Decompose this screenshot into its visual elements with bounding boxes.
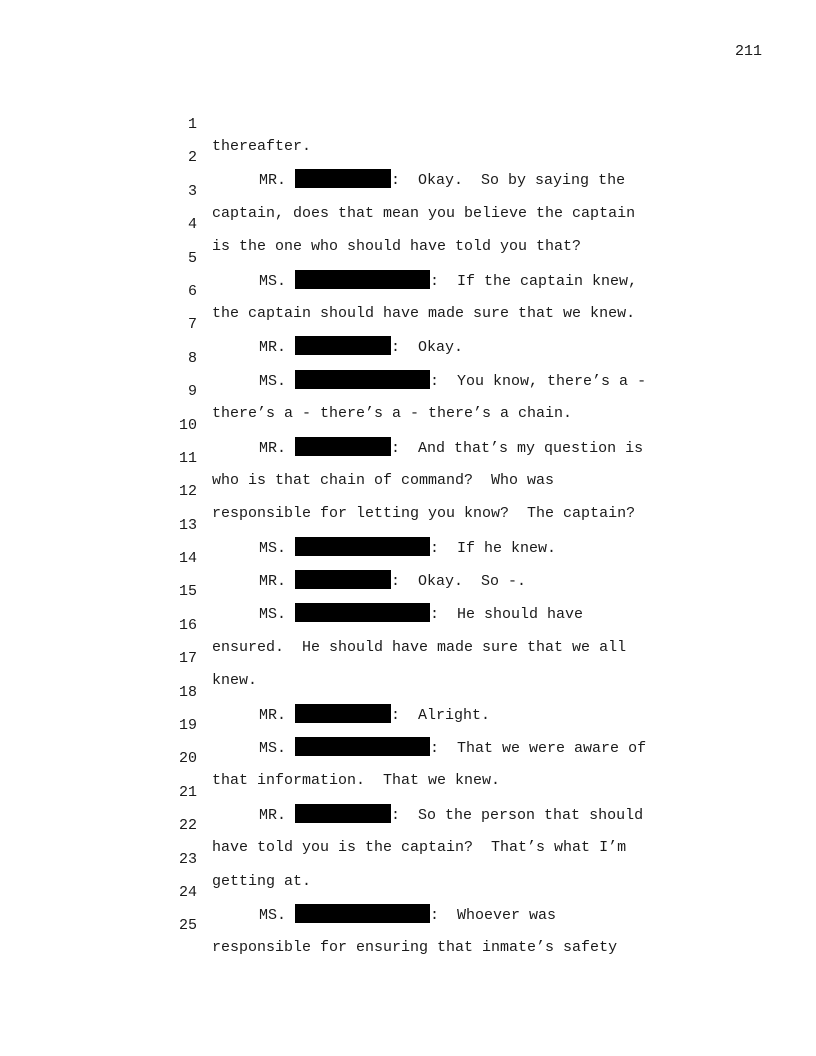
line-number: 22 [178,817,197,835]
speaker-title: MR. [259,339,287,357]
transcript-line [0,793,816,857]
line-text: : Okay. So by saying the [391,172,626,190]
line-number: 6 [187,282,197,300]
line-text: : That we were aware of [430,740,647,758]
line-number: 16 [178,616,197,634]
transcript-line [0,860,816,924]
transcript-line [0,459,816,523]
speaker-title: MS. [259,539,287,557]
line-number: 5 [187,249,197,267]
speaker-title: MR. [259,573,287,591]
line-text: : You know, there’s a - [430,372,647,390]
line-text: : If the captain knew, [430,272,638,290]
line-text: who is that chain of command? Who was [212,471,555,489]
line-number: 17 [178,650,197,668]
transcript-line [0,526,816,591]
line-text: getting at. [212,872,312,890]
line-text: that information. That we knew. [212,772,501,790]
line-number: 19 [178,717,197,735]
transcript-line [0,359,816,423]
line-number: 4 [187,216,197,234]
transcript-line [0,827,816,890]
line-number: 10 [178,416,197,434]
line-number: 1 [187,116,197,133]
speaker-title: MS. [259,372,287,390]
speaker-title: MR. [259,706,287,724]
page-number: 211 [734,43,762,60]
line-number: 15 [178,583,197,601]
line-text: have told you is the captain? That’s what I’m [212,839,627,857]
line-text: is the one who should have told you that? [212,238,582,256]
transcript-body [0,92,816,957]
line-text: : Alright. [391,706,491,724]
transcript-line [0,593,816,656]
transcript-line [0,726,816,790]
line-text: : He should have [430,606,584,624]
transcript-line [0,92,816,155]
line-number: 9 [187,383,197,401]
speaker-title: MR. [259,172,287,190]
transcript-line [0,559,816,624]
speaker-title: MS. [259,740,287,758]
line-number: 2 [187,149,197,167]
line-text: there’s a - there’s a - there’s a chain. [212,405,573,423]
speaker-title: MR. [259,439,287,457]
line-number: 23 [178,850,197,868]
transcript-line [0,626,816,690]
line-text: ensured. He should have made sure that we all [212,638,627,656]
line-number: 25 [178,917,197,935]
line-text: : And that’s my question is [391,439,644,457]
line-text: thereafter. [212,138,312,155]
line-text: : Whoever was [430,906,557,924]
line-number: 14 [178,550,197,568]
line-text: responsible for letting you know? The captain? [212,505,636,523]
transcript-line [0,125,816,190]
line-number: 3 [187,182,197,200]
transcript-line [0,326,816,390]
speaker-title: MS. [259,606,287,624]
line-text: : If he knew. [430,539,557,557]
line-number: 11 [178,449,197,467]
transcript-line [0,292,816,357]
speaker-title: MS. [259,272,287,290]
transcript-line [0,159,816,222]
line-text: responsible for ensuring that inmate’s safety [212,939,618,957]
transcript-line [0,660,816,724]
line-number: 21 [178,783,197,801]
line-number: 13 [178,516,197,534]
transcript-line [0,493,816,557]
transcript-line [0,893,816,957]
speaker-title: MS. [259,906,287,924]
line-text: : So the person that should [391,806,644,824]
transcript-line [0,192,816,256]
transcript-line [0,426,816,489]
line-number: 24 [178,883,197,901]
line-number: 18 [178,683,197,701]
transcript-line [0,760,816,824]
line-text: : Okay. [391,339,464,357]
transcript-line [0,226,816,290]
line-text: captain, does that mean you believe the captain [212,204,636,222]
line-text: : Okay. So -. [391,573,527,591]
line-number: 8 [187,349,197,367]
transcript-line [0,259,816,322]
line-text: the captain should have made sure that we knew. [212,304,636,322]
line-number: 20 [178,750,197,768]
transcript-line [0,693,816,758]
speaker-title: MR. [259,806,287,824]
transcript-line [0,393,816,457]
line-text: knew. [212,672,258,690]
line-number: 12 [178,483,197,501]
line-number: 7 [187,316,197,334]
